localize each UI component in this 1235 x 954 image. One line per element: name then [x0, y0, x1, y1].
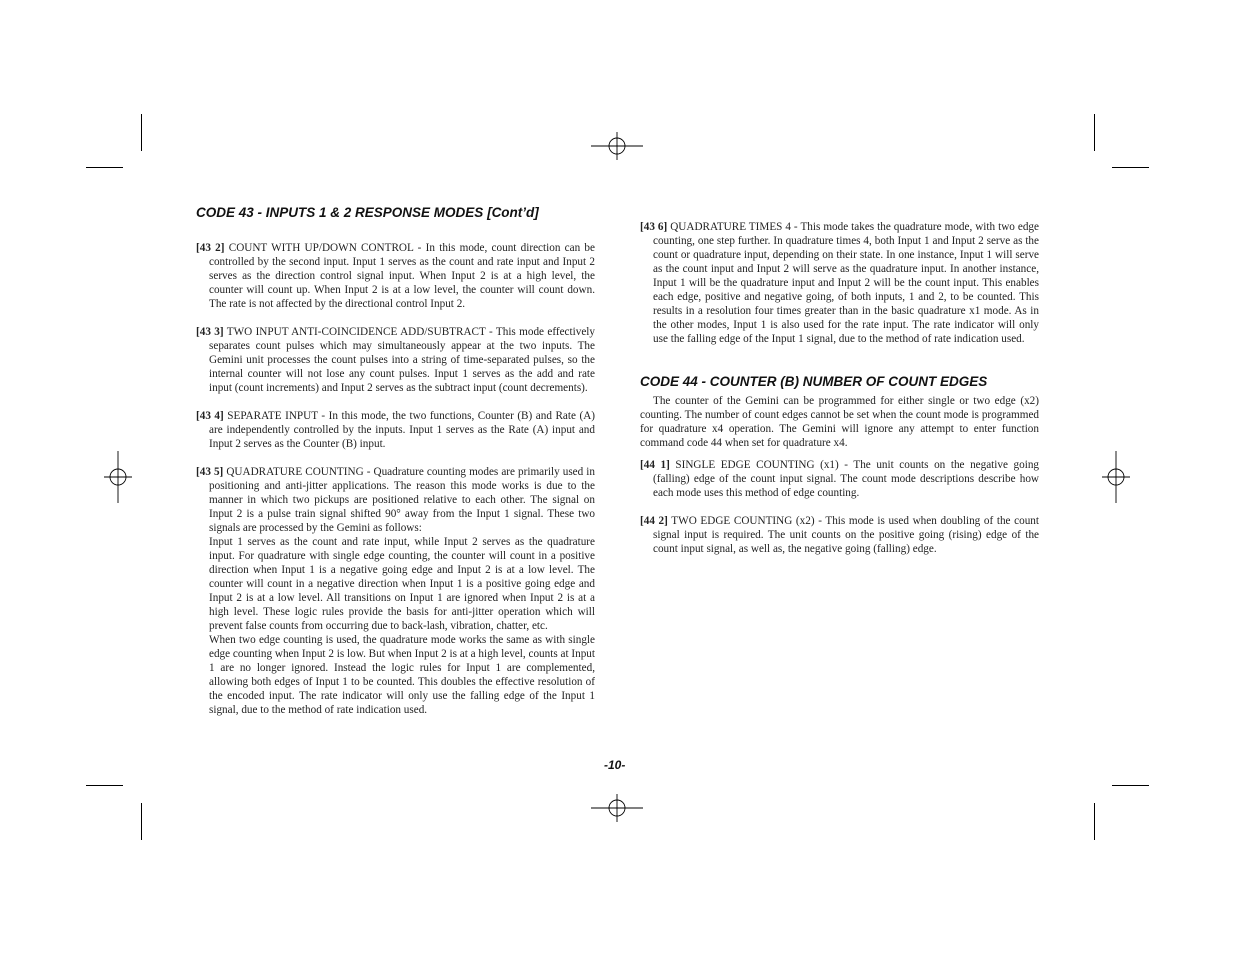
left-column [196, 205, 595, 717]
right-column [640, 220, 1039, 556]
code-label: [43 4] [196, 410, 224, 422]
registration-mark-icon [591, 120, 643, 172]
paragraph-43-5-two-edge: When two edge counting is used, the quadrature mode works the same as with single edge counting when Input 2 is low. But when Input 2 is at a high level, counts at Input 1 are no longer ignored. Instead the logic rules for Input 1 are complemented, allowing both edges of Input 1 to be counted. This doubles the effective resolution of the encoded input. The rate indicator will only use the falling edge of the Input 1 signal, due to the method of rate indication used. [209, 634, 595, 716]
crop-mark [1094, 114, 1095, 151]
crop-mark [1112, 785, 1149, 786]
paragraph-text: TWO INPUT ANTI-COINCIDENCE ADD/SUBTRACT - This mode effectively separates count pulses which may simultaneously appear at the two inputs. The Gemini unit processes the count pulses into a string of time-separated pulses, so the internal counter will not lose any count pulses. Input 1 serves as the add and rate input (count increments) and Input 2 serves as the subtract input (count decrements). [209, 326, 595, 394]
paragraph-text: TWO EDGE COUNTING (x2) - This mode is used when doubling of the count signal input is required. The unit counts on the positive going (rising) edge of the count input signal, as well as, the negative going (falling) edge. [653, 515, 1039, 555]
code-label: [43 2] [196, 242, 225, 254]
paragraph-43-4 [196, 409, 595, 451]
paragraph-43-3 [196, 325, 595, 395]
code-label: [43 6] [640, 221, 668, 233]
registration-mark-icon [1090, 451, 1142, 503]
crop-mark [86, 167, 123, 168]
paragraph-text: QUADRATURE COUNTING - Quadrature counting modes are primarily used in positioning and anti-jitter applications. The reason this mode works is due to the manner in which two pickups are positioned relative to each other. The signal on Input 2 is a pulse train signal shifted 90° away from the Input 1 signal. These two signals are processed by the Gemini as follows: [209, 466, 595, 534]
section-heading-code-43: CODE 43 - INPUTS 1 & 2 RESPONSE MODES [Cont’d] [196, 205, 539, 220]
crop-mark [1112, 167, 1149, 168]
code-label: [43 5] [196, 466, 224, 478]
code-label: [44 1] [640, 459, 670, 471]
paragraph-text: SINGLE EDGE COUNTING (x1) - The unit counts on the negative going (falling) edge of the count input signal. The count mode descriptions describe how each mode uses this method of edge counting. [653, 459, 1040, 499]
crop-mark [141, 803, 142, 840]
registration-mark-icon [591, 782, 643, 834]
paragraph-text: SEPARATE INPUT - In this mode, the two functions, Counter (B) and Rate (A) are independently controlled by the inputs. Input 1 serves as the Rate (A) input and Input 2 serves as the Counter (B) input. [209, 410, 596, 450]
paragraph-44-intro: The counter of the Gemini can be programmed for either single or two edge (x2) counting. The number of count edges cannot be set when the count mode is programmed for quadrature x4 operation. The Gemini will ignore any attempt to enter function command code 44 when set for quadrature x4. [640, 395, 1039, 449]
paragraph-text: COUNT WITH UP/DOWN CONTROL - In this mode, count direction can be controlled by the second input. Input 1 serves as the count and rate input and Input 2 serves as the direction control signal input. When Input 2 is at a high level, the counter will count up. When Input 2 is at a low level, the counter will count down. The rate is not affected by the directional control Input 2. [209, 242, 595, 310]
crop-mark [141, 114, 142, 151]
paragraph-43-6 [640, 220, 1039, 346]
registration-mark-icon [92, 451, 144, 503]
paragraph-text: QUADRATURE TIMES 4 - This mode takes the quadrature mode, with two edge counting, one step further. In quadrature times 4, both Input 1 and Input 2 serve as the count or quadrature input, depending on their state. In one instance, Input 1 will serve as the count input and Input 2 will serve as the quadrature input. In another instance, Input 1 will be the quadrature input and Input 2 will be the count input. This enables each edge, positive and negative going, of both inputs, 1 and 2, to be counted. This results in a resolution four times greater than in the basic quadrature x1 mode. As in the other modes, Input 1 is also used for the rate input. The rate indicator will only use the falling edge of the Input 1 signal, due to the method of rate indication used. [653, 221, 1039, 345]
paragraph-44-2 [640, 514, 1039, 556]
section-heading-code-44: CODE 44 - COUNTER (B) NUMBER OF COUNT EDGES [640, 374, 988, 389]
code-label: [44 2] [640, 515, 668, 527]
paragraph-43-2 [196, 241, 595, 311]
crop-mark [86, 785, 123, 786]
page-number: -10- [604, 758, 626, 772]
code-label: [43 3] [196, 326, 224, 338]
crop-mark [1094, 803, 1095, 840]
paragraph-43-5 [196, 465, 595, 535]
paragraph-43-5-single-edge: Input 1 serves as the count and rate input, while Input 2 serves as the quadrature input. For quadrature with single edge counting, the counter will count in a positive direction when Input 1 is a negative going edge and Input 2 is at a low level. The counter will count in a negative direction when Input 1 is a positive going edge and Input 2 is at a low level. All transitions on Input 1 are ignored when Input 2 is at a high level. These logic rules provide the basis for anti-jitter operation which will prevent false counts from occurring due to back-lash, vibration, chatter, etc. [209, 536, 595, 632]
paragraph-44-1 [640, 458, 1039, 500]
